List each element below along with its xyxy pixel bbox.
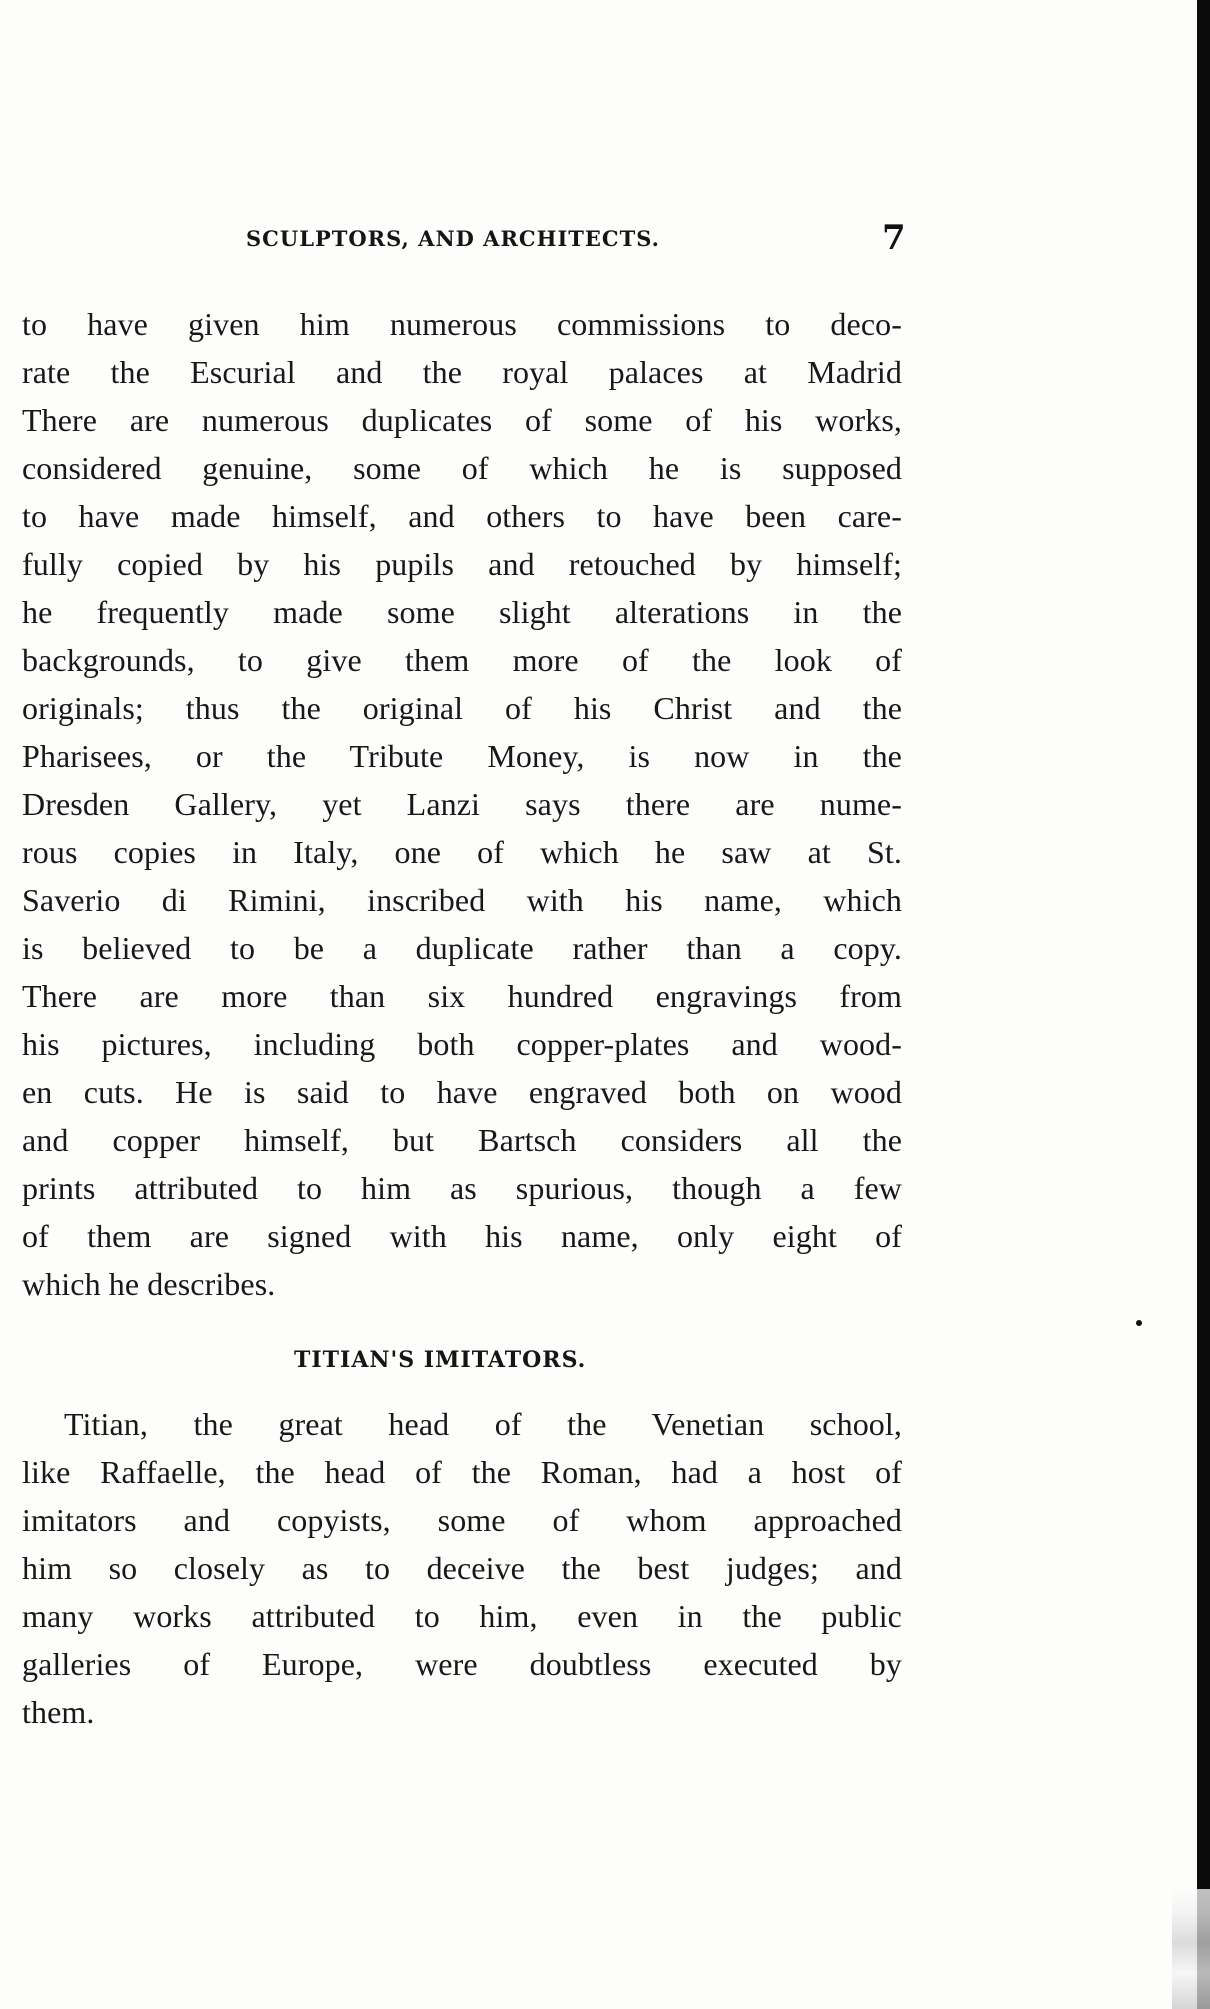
text-line: like Raffaelle, the head of the Roman, had a host of <box>22 1454 902 1490</box>
paragraph-2 <box>22 1400 902 1736</box>
text-line: to have given him numerous commissions to deco- <box>22 306 902 342</box>
text-line: and copper himself, but Bartsch considers all the <box>22 1122 902 1158</box>
text-line: Pharisees, or the Tribute Money, is now in the <box>22 738 902 774</box>
text-line: Dresden Gallery, yet Lanzi says there are nume- <box>22 786 902 822</box>
text-line: imitators and copyists, some of whom approached <box>22 1502 902 1538</box>
text-line: is believed to be a duplicate rather than a copy. <box>22 930 902 966</box>
text-line: to have made himself, and others to have been care- <box>22 498 902 534</box>
text-line: Titian, the great head of the Venetian school, <box>64 1406 902 1442</box>
text-line: fully copied by his pupils and retouched by himself; <box>22 546 902 582</box>
text-line: of them are signed with his name, only eight of <box>22 1218 902 1254</box>
section-heading: TITIAN'S IMITATORS. <box>294 1347 587 1373</box>
text-line: he frequently made some slight alterations in the <box>22 594 902 630</box>
page-edge-shadow <box>1197 0 1210 2009</box>
text-line: him so closely as to deceive the best judges; and <box>22 1550 902 1586</box>
text-line: his pictures, including both copper-plates and wood- <box>22 1026 902 1062</box>
text-line: prints attributed to him as spurious, though a few <box>22 1170 902 1206</box>
text-line: originals; thus the original of his Christ and the <box>22 690 902 726</box>
text-line: en cuts. He is said to have engraved both on wood <box>22 1074 902 1110</box>
text-line: backgrounds, to give them more of the look of <box>22 642 902 678</box>
running-header-title: SCULPTORS, AND ARCHITECTS. <box>246 226 660 251</box>
text-line: Saverio di Rimini, inscribed with his name, which <box>22 882 902 918</box>
paragraph-1 <box>22 300 902 1308</box>
text-line: rate the Escurial and the royal palaces at Madrid <box>22 354 902 390</box>
page-number: 7 <box>882 218 906 258</box>
text-line: There are more than six hundred engravings from <box>22 978 902 1014</box>
text-line: rous copies in Italy, one of which he saw at St. <box>22 834 902 870</box>
text-line: them. <box>22 1694 95 1730</box>
running-header <box>246 220 906 262</box>
text-line: many works attributed to him, even in the public <box>22 1598 902 1634</box>
text-line: There are numerous duplicates of some of his works, <box>22 402 902 438</box>
text-line: galleries of Europe, were doubtless executed by <box>22 1646 902 1682</box>
text-line: considered genuine, some of which he is supposed <box>22 450 902 486</box>
page-edge-texture <box>1172 1889 1210 2009</box>
text-line: which he describes. <box>22 1266 276 1302</box>
ink-speck <box>1136 1320 1142 1326</box>
